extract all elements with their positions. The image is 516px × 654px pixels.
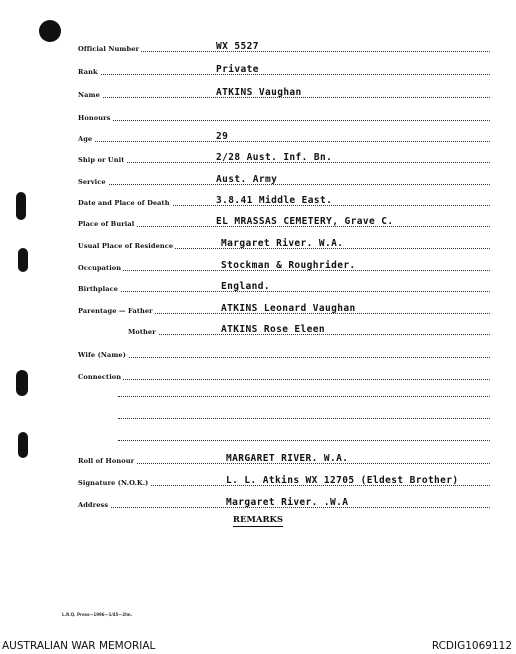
dotted-line	[78, 291, 490, 292]
binder-mark-2	[18, 248, 28, 272]
field-value: L. L. Atkins WX 12705 (Eldest Brother)	[226, 475, 459, 486]
field-age	[78, 128, 490, 144]
connection-line	[118, 418, 490, 419]
field-label: Connection	[78, 373, 122, 381]
field-wife	[78, 344, 490, 360]
field-label: Place of Burial	[78, 220, 135, 228]
field-value: Margaret River. W.A.	[221, 238, 344, 249]
field-value: WX 5527	[216, 41, 259, 52]
field-label: Roll of Honour	[78, 457, 135, 465]
field-label: Rank	[78, 68, 98, 76]
field-official-number	[78, 38, 490, 54]
remarks-heading	[0, 515, 516, 525]
field-date-place-of-death	[78, 192, 490, 208]
field-label: Age	[78, 135, 93, 143]
field-value: 29	[216, 131, 229, 142]
field-label: Birthplace	[78, 285, 118, 293]
field-label: Honours	[78, 114, 111, 122]
dotted-line	[78, 120, 490, 121]
field-signature-nok	[78, 472, 490, 488]
field-value: Aust. Army	[216, 174, 278, 185]
binder-mark-3	[16, 370, 28, 396]
field-service	[78, 171, 490, 187]
binder-mark-1	[16, 192, 26, 220]
field-value: MARGARET RIVER. W.A.	[226, 453, 349, 464]
field-label: Usual Place of Residence	[78, 242, 174, 250]
field-label: Mother	[128, 328, 156, 336]
field-label: Date and Place of Death	[78, 199, 170, 207]
connection-line	[118, 440, 490, 441]
printer-note: L.R.Q. Press—1996—1/45—2lm.	[62, 612, 133, 617]
dotted-line	[78, 379, 490, 380]
field-occupation	[78, 257, 490, 273]
binder-mark-4	[18, 432, 28, 458]
field-address	[78, 494, 490, 510]
field-name	[78, 84, 490, 100]
field-label: Service	[78, 178, 106, 186]
punch-hole-top	[39, 20, 61, 42]
field-value: Stockman & Roughrider.	[221, 260, 356, 271]
field-label: Official Number	[78, 45, 140, 53]
field-mother	[128, 321, 490, 337]
field-value: EL MRASSAS CEMETERY, Grave C.	[216, 216, 394, 227]
field-rank	[78, 61, 490, 77]
field-label: Name	[78, 91, 100, 99]
field-value: Margaret River. .W.A	[226, 497, 349, 508]
field-parentage-father	[78, 300, 490, 316]
field-label: Parentage — Father	[78, 307, 153, 315]
connection-line	[118, 396, 490, 397]
field-value: ATKINS Rose Eleen	[221, 324, 326, 335]
dotted-line	[78, 141, 490, 142]
field-value: ATKINS Leonard Vaughan	[221, 303, 356, 314]
remarks-heading-text: REMARKS	[232, 515, 284, 525]
field-value: Private	[216, 64, 259, 75]
field-place-of-burial	[78, 213, 490, 229]
field-label: Occupation	[78, 264, 122, 272]
field-label: Signature (N.O.K.)	[78, 479, 149, 487]
field-value: England.	[221, 281, 270, 292]
dotted-line	[78, 357, 490, 358]
field-label: Ship or Unit	[78, 156, 125, 164]
field-usual-residence	[78, 235, 490, 251]
caption-left: AUSTRALIAN WAR MEMORIAL	[2, 640, 156, 652]
field-value: 2/28 Aust. Inf. Bn.	[216, 152, 333, 163]
field-roll-of-honour	[78, 450, 490, 466]
field-connection	[78, 366, 490, 382]
field-label: Address	[78, 501, 109, 509]
field-value: 3.8.41 Middle East.	[216, 195, 333, 206]
dotted-line	[78, 184, 490, 185]
field-label: Wife (Name)	[78, 351, 126, 359]
field-birthplace	[78, 278, 490, 294]
field-honours	[78, 107, 490, 123]
field-value: ATKINS Vaughan	[216, 87, 302, 98]
field-ship-or-unit	[78, 149, 490, 165]
caption-right: RCDIG1069112	[431, 640, 512, 652]
dotted-line	[78, 74, 490, 75]
